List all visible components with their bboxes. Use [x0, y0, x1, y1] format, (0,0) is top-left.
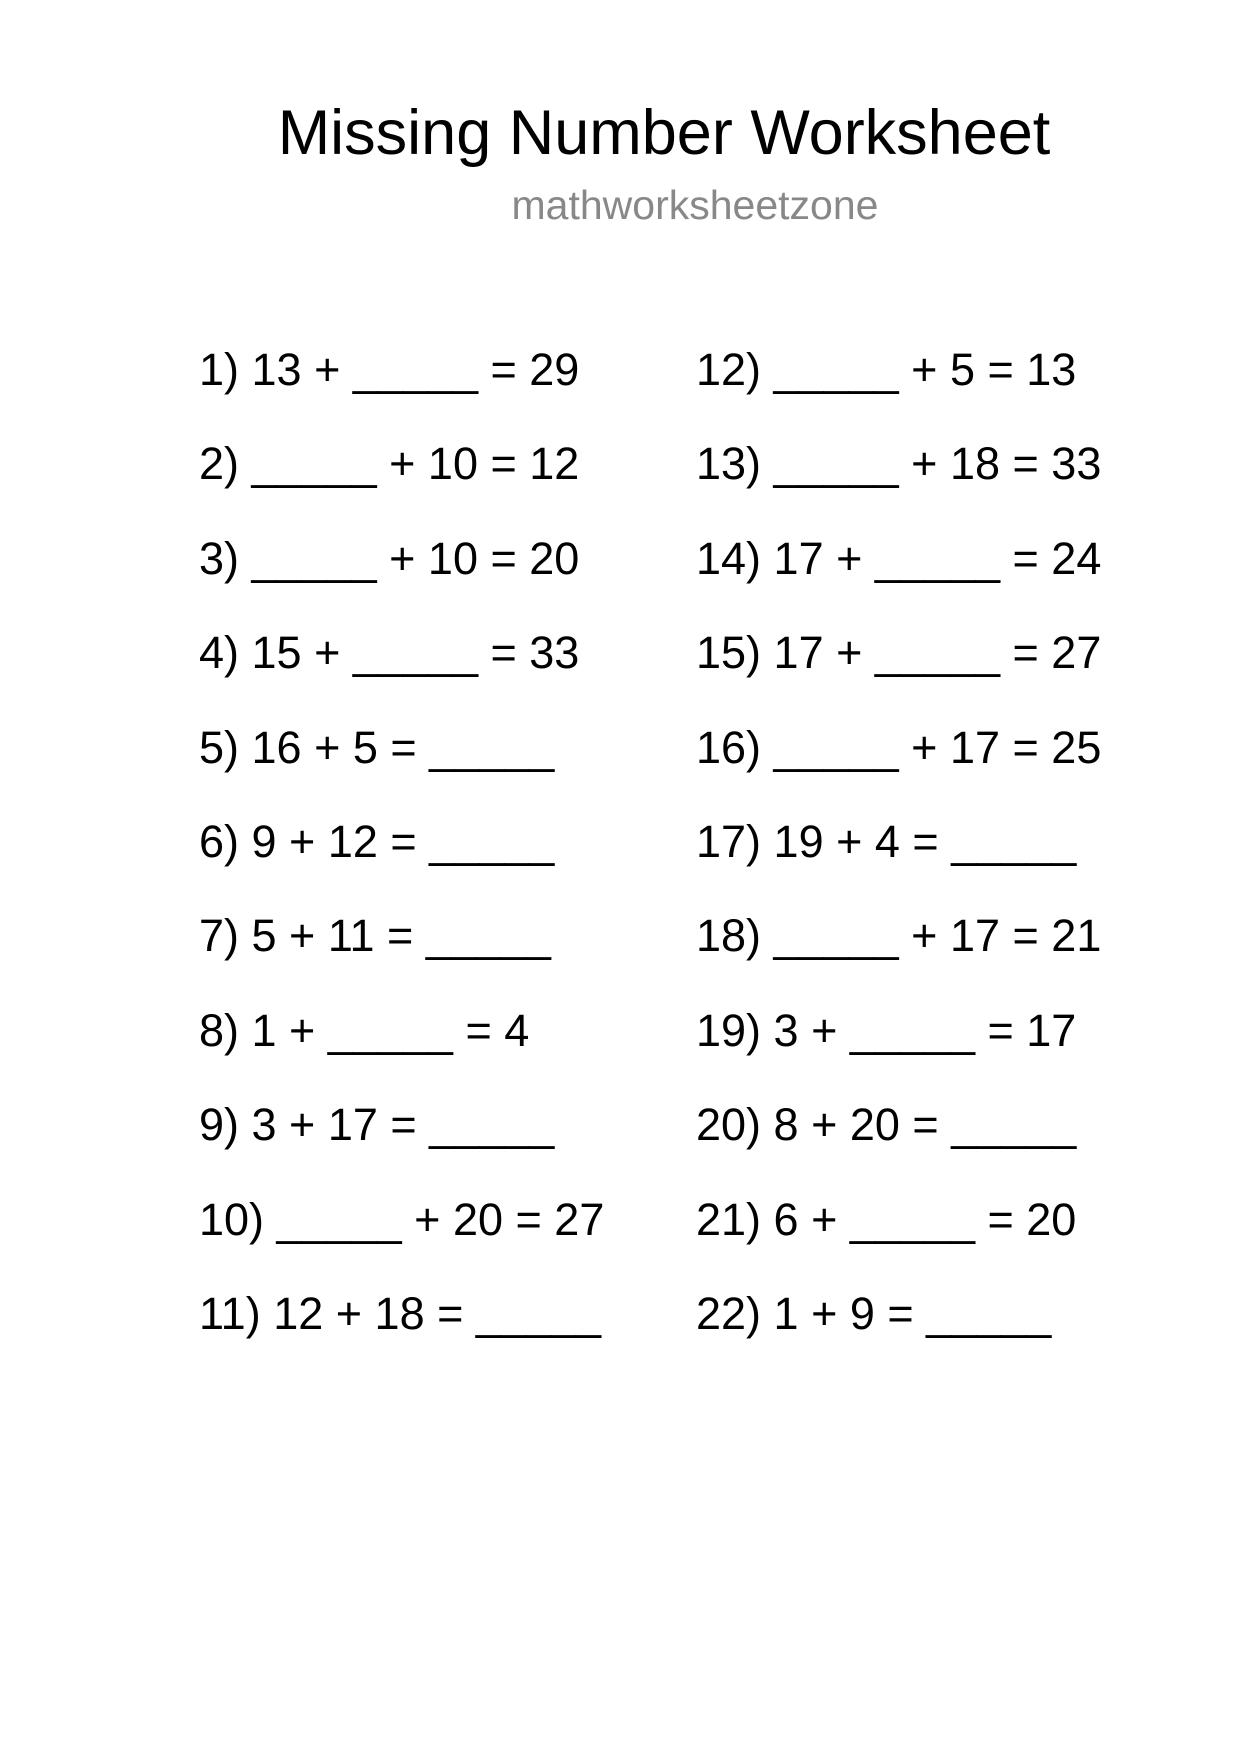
- problems-column-right: [696, 337, 1101, 1375]
- worksheet-subtitle: mathworksheetzone: [511, 182, 879, 228]
- problems-column-left: [199, 337, 604, 1375]
- problem-8: 8) 1 + _____ = 4: [199, 1004, 530, 1056]
- problem-3: 3) _____ + 10 = 20: [199, 532, 580, 584]
- problem-22: 22) 1 + 9 = _____: [696, 1287, 1052, 1339]
- problem-1: 1) 13 + _____ = 29: [199, 344, 580, 395]
- worksheet-title: Missing Number Worksheet: [277, 98, 1051, 168]
- problem-9: 9) 3 + 17 = _____: [199, 1099, 555, 1151]
- problem-12: 12) _____ + 5 = 13: [696, 344, 1077, 395]
- problem-7: 7) 5 + 11 = _____: [199, 910, 551, 962]
- problem-11: 11) 12 + 18 = _____: [199, 1287, 602, 1339]
- problem-2: 2) _____ + 10 = 12: [199, 438, 580, 490]
- problem-15: 15) 17 + _____ = 27: [696, 627, 1102, 679]
- problem-14: 14) 17 + _____ = 24: [696, 532, 1102, 584]
- problem-20: 20) 8 + 20 = _____: [696, 1099, 1077, 1151]
- problem-6: 6) 9 + 12 = _____: [199, 815, 555, 867]
- problem-18: 18) _____ + 17 = 21: [696, 910, 1102, 962]
- problem-21: 21) 6 + _____ = 20: [696, 1193, 1077, 1245]
- problem-10: 10) _____ + 20 = 27: [199, 1193, 605, 1245]
- problem-16: 16) _____ + 17 = 25: [696, 721, 1102, 773]
- problem-4: 4) 15 + _____ = 33: [199, 627, 580, 679]
- problem-13: 13) _____ + 18 = 33: [696, 438, 1102, 490]
- problem-17: 17) 19 + 4 = _____: [696, 815, 1077, 867]
- problem-19: 19) 3 + _____ = 17: [696, 1004, 1077, 1056]
- problem-5: 5) 16 + 5 = _____: [199, 721, 555, 773]
